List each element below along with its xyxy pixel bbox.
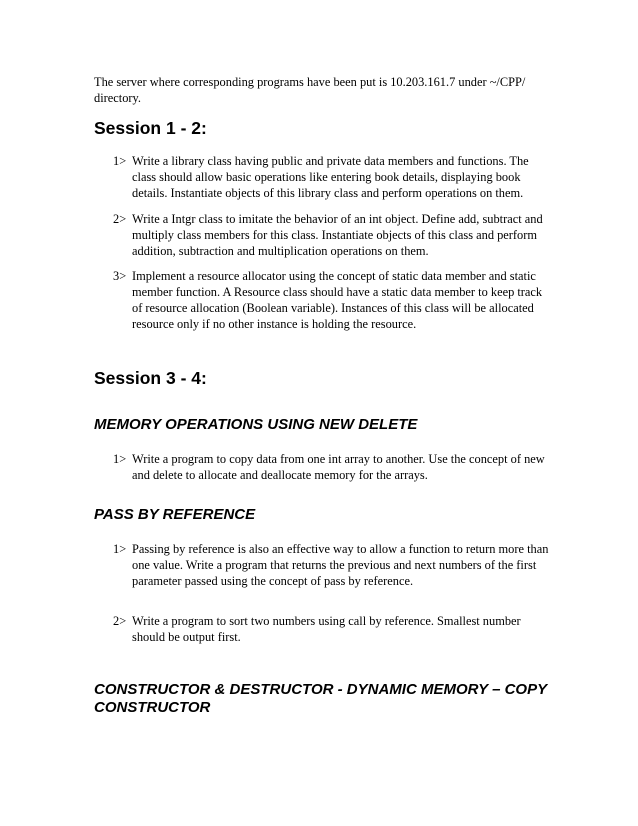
item-text: Write a program to copy data from one int array to another. Use the concept of new and delete to allocate and deallocate memory for the arrays. [132, 452, 545, 482]
intro-paragraph: The server where corresponding programs have been put is 10.203.161.7 under ~/CPP/ directory. [94, 75, 526, 105]
item-text: Write a program to sort two numbers using call by reference. Smallest number should be output first. [132, 614, 521, 644]
item-text: Passing by reference is also an effective way to allow a function to return more than one value. Write a program that returns the previous and next numbers of the first parameter passed using the concept of pass by reference. [132, 542, 549, 588]
item-number: 1> [113, 154, 127, 168]
item-number: 2> [113, 614, 127, 628]
pass-by-reference-heading: PASS BY REFERENCE [94, 506, 256, 523]
item-text: Write a library class having public and private data members and functions. The class should allow basic operations like entering book details, displaying book details. Instantiate objects of this library class and perform operations on them. [132, 154, 529, 200]
item-text: Implement a resource allocator using the concept of static data member and static member function. A Resource class should have a static data member to keep track of resource allocation (Boolean variable). Instances of this class will be allocated resource only if no other instance is holding the resource. [132, 269, 543, 331]
pass-by-reference-item-2 [113, 613, 553, 645]
constructor-destructor-heading: CONSTRUCTOR & DESTRUCTOR - DYNAMIC MEMORY – COPY CONSTRUCTOR [94, 681, 547, 716]
item-number: 2> [113, 212, 127, 226]
item-text: Write a Intgr class to imitate the behavior of an int object. Define add, subtract and multiply class members for this class. Instantiate objects of this class and perform addition, subtraction and multiplication operations on them. [132, 212, 543, 258]
session-1-2-item-3 [113, 268, 553, 332]
memory-operations-item-1 [113, 451, 553, 483]
item-number: 1> [113, 542, 127, 556]
pass-by-reference-item-1 [113, 541, 553, 589]
item-number: 3> [113, 269, 127, 283]
session-1-2-item-2 [113, 211, 553, 259]
memory-operations-heading: MEMORY OPERATIONS USING NEW DELETE [94, 416, 418, 433]
item-number: 1> [113, 452, 127, 466]
session-1-2-heading: Session 1 - 2: [94, 118, 207, 138]
session-3-4-heading: Session 3 - 4: [94, 368, 207, 388]
session-1-2-item-1 [113, 153, 553, 201]
